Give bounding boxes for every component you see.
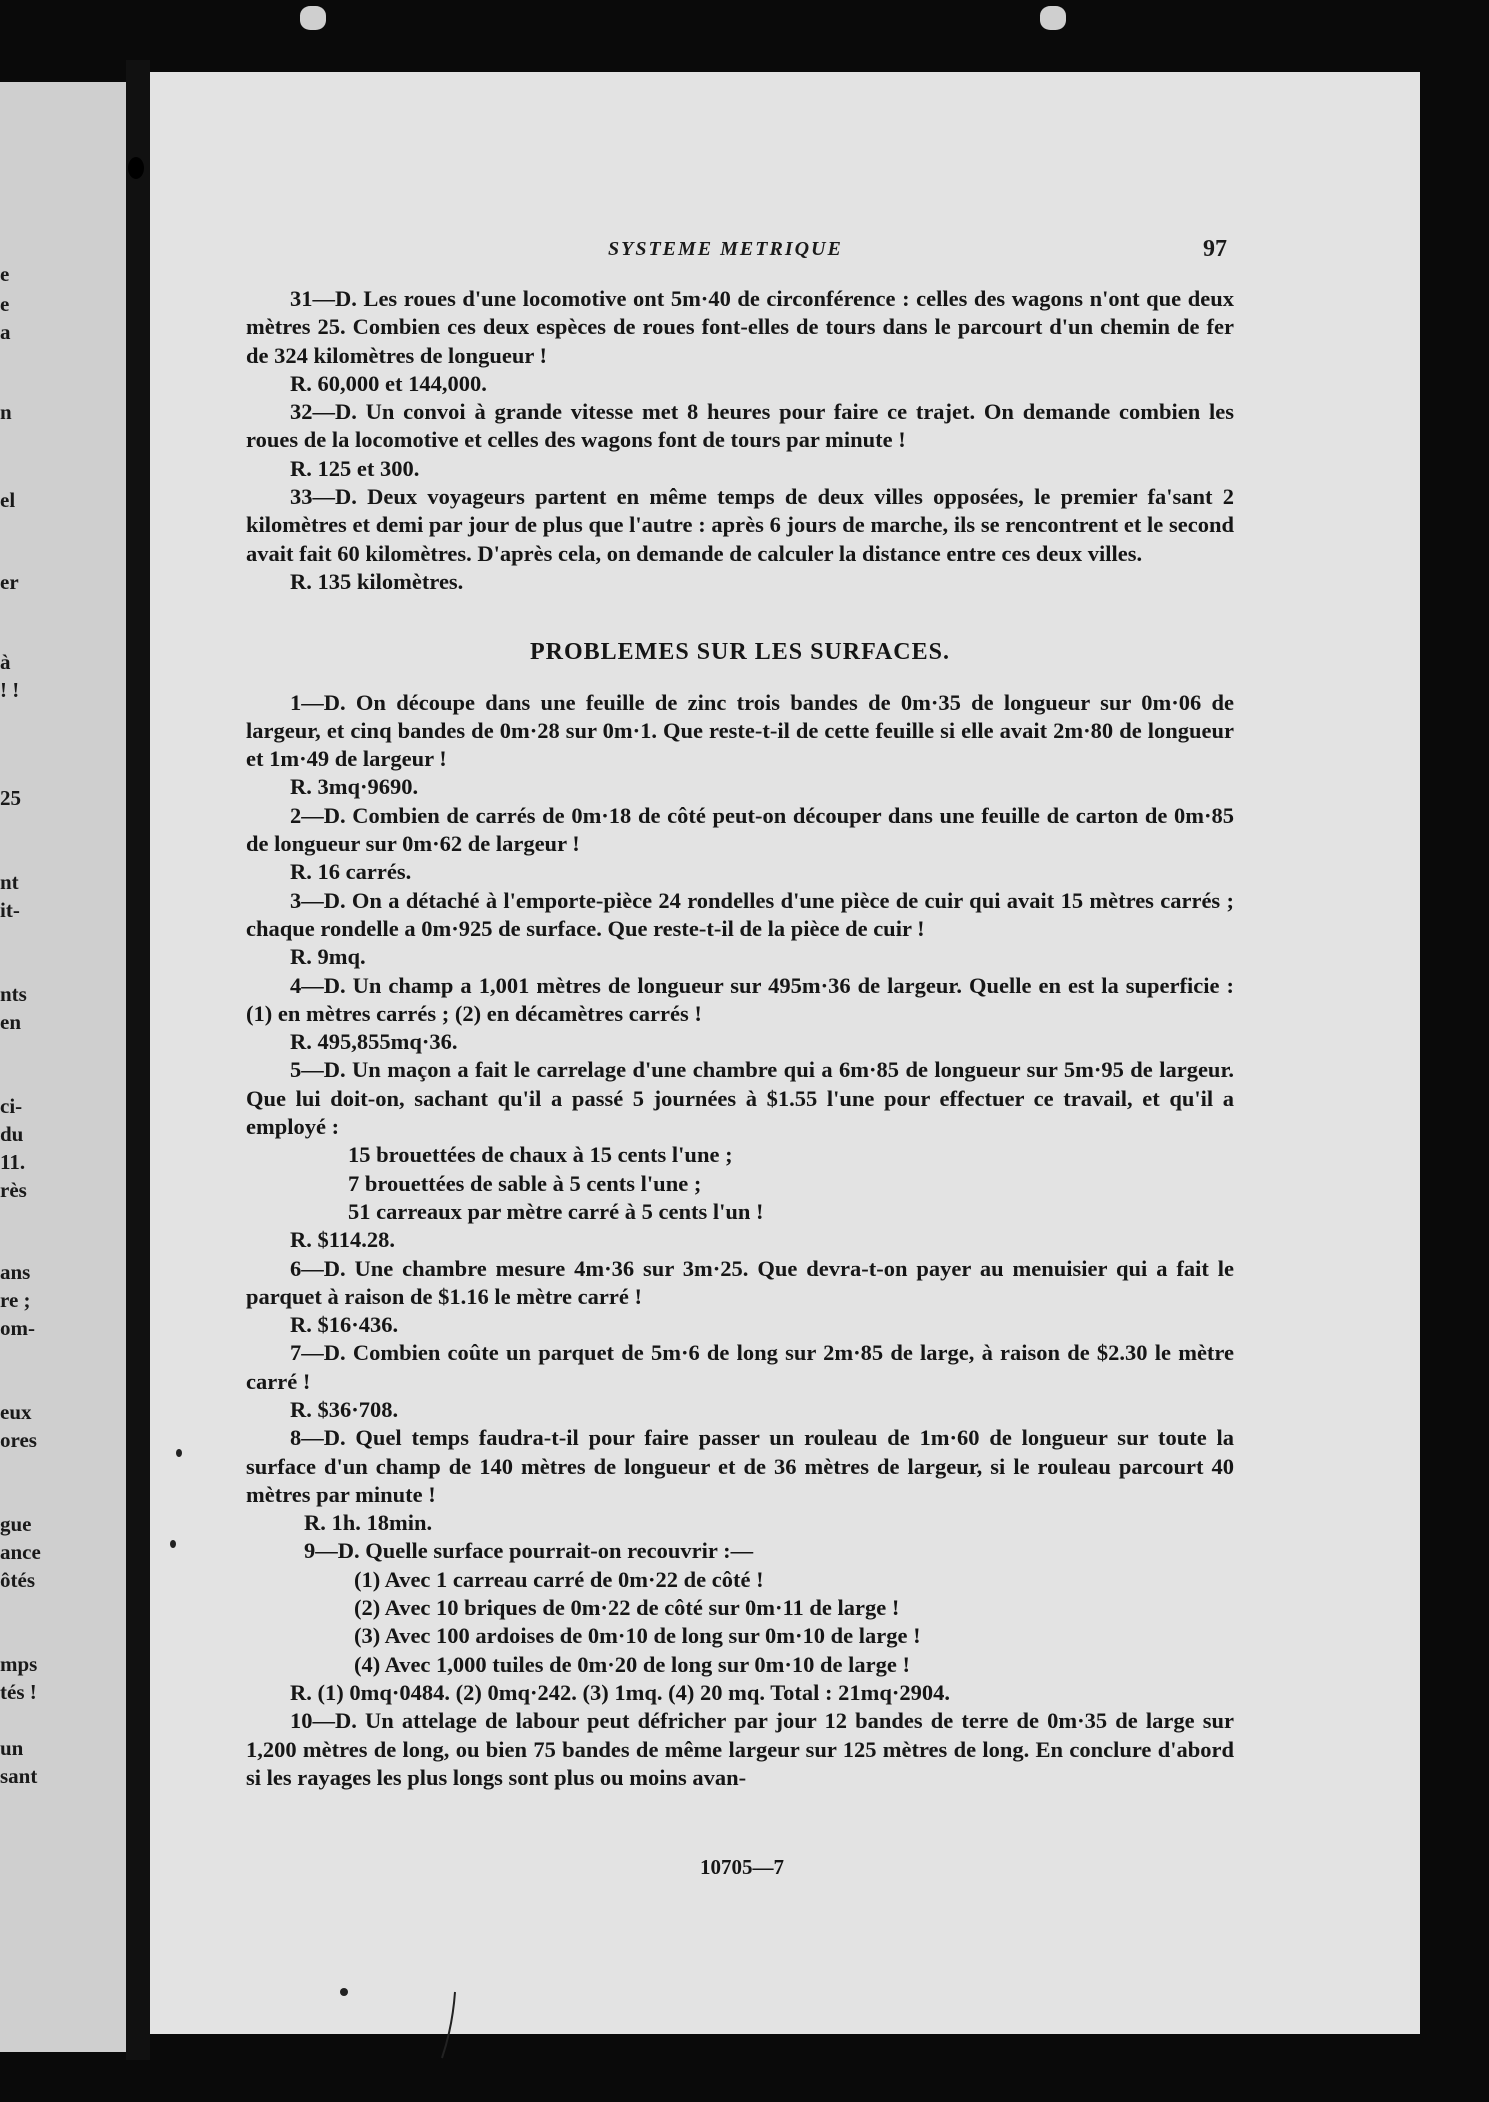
ink-speck bbox=[170, 1540, 176, 1548]
left-margin-fragment: it- bbox=[0, 898, 20, 922]
left-margin-fragment: ores bbox=[0, 1428, 37, 1452]
left-margin-fragment: rès bbox=[0, 1178, 27, 1202]
answer-line: R. 495,855mq·36. bbox=[290, 1029, 458, 1055]
left-margin-fragment: a bbox=[0, 320, 11, 344]
answer-line: R. $36·708. bbox=[290, 1396, 399, 1422]
sub-item: 7 brouettées de sable à 5 cents l'une ; bbox=[348, 1170, 702, 1196]
answer-line: R. 125 et 300. bbox=[290, 455, 420, 481]
book-gutter bbox=[126, 60, 150, 2060]
answer-line: R. $114.28. bbox=[290, 1227, 396, 1253]
left-margin-fragment: ans bbox=[0, 1260, 31, 1284]
page-number: 97 bbox=[1203, 236, 1227, 262]
sub-item: (4) Avec 1,000 tuiles de 0m·20 de long sur 0m·10 de large ! bbox=[354, 1651, 910, 1677]
answer-line: R. (1) 0mq·0484. (2) 0mq·242. (3) 1mq. (4) 20 mq. Total : 21mq·2904. bbox=[290, 1679, 951, 1705]
problem-paragraph: 32—D. Un convoi à grande vitesse met 8 heures pour faire ce trajet. On demande combien les roues de la locomotive et celles des wagons font de tours par minute ! bbox=[246, 399, 1234, 453]
left-margin-fragment: tés ! bbox=[0, 1680, 37, 1704]
left-margin-fragment: gue bbox=[0, 1512, 32, 1536]
answer-line: R. 3mq·9690. bbox=[290, 774, 419, 800]
top-speck bbox=[1040, 6, 1066, 30]
top-speck bbox=[300, 6, 326, 30]
left-margin-fragment: ôtés bbox=[0, 1568, 35, 1592]
problem-paragraph: 1—D. On découpe dans une feuille de zinc trois bandes de 0m·35 de longueur sur 0m·06 de largeur, et cinq bandes de 0m·28 sur 0m·1. Que reste-t-il de cette feuille si elle avait 2m·80 de longueur et 1m·49 de largeur ! bbox=[246, 689, 1234, 772]
left-margin-fragment: e bbox=[0, 292, 10, 316]
ink-speck bbox=[340, 1988, 348, 1996]
left-margin-fragment: eux bbox=[0, 1400, 32, 1424]
problem-paragraph: 5—D. Un maçon a fait le carrelage d'une chambre qui a 6m·85 de longueur sur 5m·95 de largeur. Que lui doit-on, sachant qu'il a passé 5 journées à $1.55 l'une pour effectuer ce travail, et qu'il a employé : bbox=[246, 1057, 1234, 1140]
problem-paragraph: 2—D. Combien de carrés de 0m·18 de côté peut-on découper dans une feuille de carton de 0m·85 de longueur sur 0m·62 de largeur ! bbox=[246, 802, 1234, 857]
left-margin-fragment: 25 bbox=[0, 786, 21, 810]
answer-line: R. $16·436. bbox=[290, 1312, 399, 1338]
left-margin-fragment: om- bbox=[0, 1316, 35, 1340]
left-margin-fragment: nts bbox=[0, 982, 27, 1006]
left-margin-fragment: e bbox=[0, 262, 10, 286]
left-margin-fragment: du bbox=[0, 1122, 24, 1146]
problem-paragraph: 7—D. Combien coûte un parquet de 5m·6 de long sur 2m·85 de large, à raison de $2.30 le mètre carré ! bbox=[246, 1340, 1234, 1394]
problem-paragraph: 31—D. Les roues d'une locomotive ont 5m·40 de circonférence : celles des wagons n'ont que deux mètres 25. Combien ces deux espèces de roues font-elles de tours dans le parcourt d'un chemin de fer de 324 kilomètres de longueur ! bbox=[246, 286, 1234, 368]
gutter-mark bbox=[128, 157, 144, 179]
left-margin-fragment: à bbox=[0, 650, 11, 674]
left-margin-fragment: un bbox=[0, 1736, 24, 1760]
problem-paragraph: 4—D. Un champ a 1,001 mètres de longueur sur 495m·36 de largeur. Quelle en est la superficie : (1) en mètres carrés ; (2) en décamètres carrés ! bbox=[246, 972, 1234, 1026]
answer-line: R. 60,000 et 144,000. bbox=[290, 370, 487, 396]
problem-paragraph: 10—D. Un attelage de labour peut défricher par jour 12 bandes de terre de 0m·35 de large sur 1,200 mètres de long, ou bien 75 bandes de même largeur sur 125 mètres de long. En conclure d'abord si les rayages les plus longs sont plus ou moins avan- bbox=[246, 1708, 1234, 1790]
problem-paragraph: 33—D. Deux voyageurs partent en même temps de deux villes opposées, le premier fa'sant 2 kilomètres et demi par jour de plus que l'autre : après 6 jours de marche, ils se rencontrent et le second avait fait 60 kilomètres. D'après cela, on demande de calculer la distance entre ces deux villes. bbox=[246, 484, 1234, 566]
answer-line: 9—D. Quelle surface pourrait-on recouvrir :— bbox=[304, 1538, 754, 1564]
problem-paragraph: 8—D. Quel temps faudra-t-il pour faire passer un rouleau de 1m·60 de longueur sur toute la surface d'un champ de 140 mètres de longueur et de 36 mètres de largeur, si le rouleau parcourt 40 mètres par minute ! bbox=[246, 1425, 1234, 1507]
left-margin-fragment: 11. bbox=[0, 1150, 26, 1174]
left-margin-fragment: re ; bbox=[0, 1288, 31, 1312]
left-margin-fragment: ance bbox=[0, 1540, 41, 1564]
left-margin-fragment: el bbox=[0, 488, 16, 512]
left-margin-fragment: ! ! bbox=[0, 678, 20, 702]
left-margin-fragment: mps bbox=[0, 1652, 38, 1676]
ink-speck bbox=[176, 1449, 182, 1457]
left-margin-fragment: sant bbox=[0, 1764, 38, 1788]
sub-item: 15 brouettées de chaux à 15 cents l'une ; bbox=[348, 1142, 733, 1168]
left-margin-fragment: er bbox=[0, 570, 19, 594]
problem-paragraph: 3—D. On a détaché à l'emporte-pièce 24 rondelles d'une pièce de cuir qui avait 15 mètres carrés ; chaque rondelle a 0m·925 de surface. Que reste-t-il de la pièce de cuir ! bbox=[246, 887, 1234, 941]
scratch-mark bbox=[440, 1990, 460, 2060]
sub-item: (3) Avec 100 ardoises de 0m·10 de long sur 0m·10 de large ! bbox=[354, 1623, 921, 1649]
signature-mark: 10705—7 bbox=[700, 1855, 784, 1879]
page-body-text bbox=[246, 285, 1234, 1792]
left-margin-fragment: en bbox=[0, 1010, 21, 1034]
problem-paragraph: 6—D. Une chambre mesure 4m·36 sur 3m·25. Que devra-t-on payer au menuisier qui a fait le parquet à raison de $1.16 le mètre carré ! bbox=[246, 1255, 1234, 1309]
sub-item: (1) Avec 1 carreau carré de 0m·22 de côté ! bbox=[354, 1566, 764, 1592]
section-heading: PROBLEMES SUR LES SURFACES. bbox=[530, 639, 950, 666]
answer-line: R. 1h. 18min. bbox=[304, 1510, 433, 1536]
left-margin-fragment: n bbox=[0, 400, 12, 424]
left-margin-fragment: ci- bbox=[0, 1094, 23, 1118]
answer-line: R. 135 kilomètres. bbox=[290, 568, 464, 594]
left-margin-fragment: nt bbox=[0, 870, 19, 894]
sub-item: (2) Avec 10 briques de 0m·22 de côté sur 0m·11 de large ! bbox=[354, 1595, 900, 1621]
answer-line: R. 9mq. bbox=[290, 944, 366, 970]
running-head: SYSTEME METRIQUE bbox=[608, 238, 843, 260]
answer-line: R. 16 carrés. bbox=[290, 859, 412, 885]
sub-item: 51 carreaux par mètre carré à 5 cents l'un ! bbox=[348, 1198, 764, 1224]
